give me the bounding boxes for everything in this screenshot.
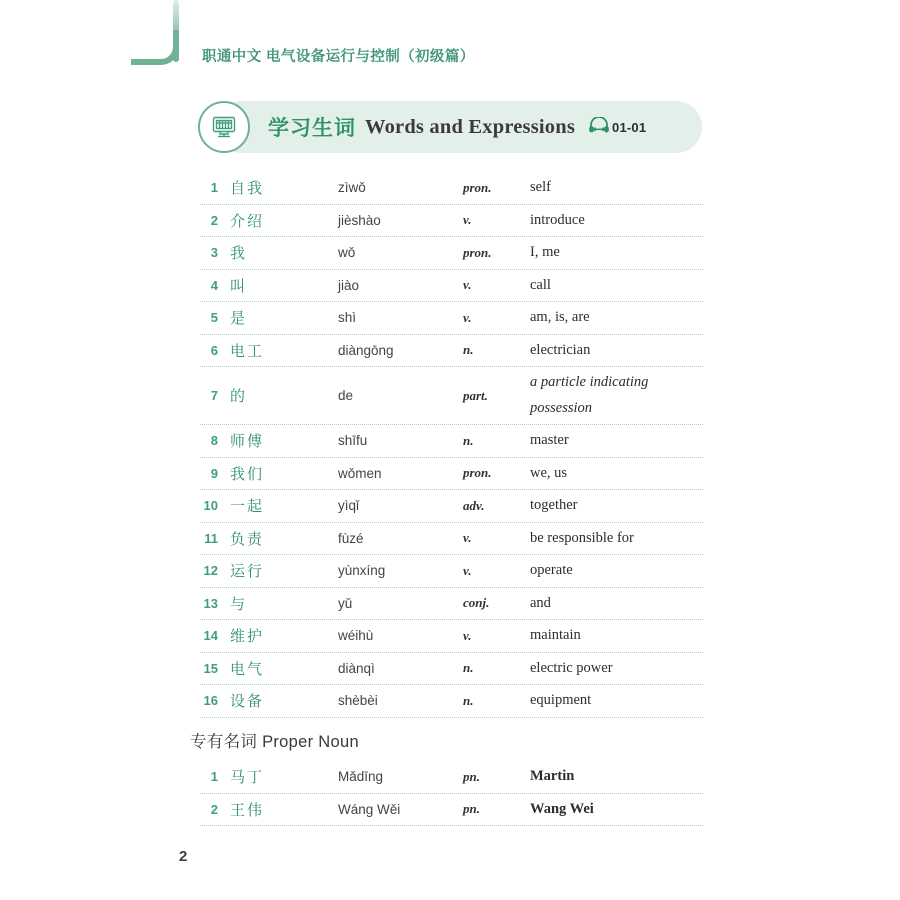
table-row bbox=[200, 302, 703, 335]
entry-chinese: 的 bbox=[230, 388, 248, 405]
entry-chinese: 电气 bbox=[230, 660, 265, 678]
entry-english: we, us bbox=[530, 464, 568, 481]
entry-pinyin: yìqǐ bbox=[338, 498, 360, 514]
entry-pinyin: Mǎdīng bbox=[338, 769, 384, 785]
entry-part-of-speech: conj. bbox=[463, 595, 490, 611]
running-head: 职通中文 电气设备运行与控制（初级篇） bbox=[202, 49, 475, 65]
table-row bbox=[200, 794, 703, 827]
entry-number: 10 bbox=[203, 498, 218, 514]
table-row bbox=[200, 172, 703, 205]
banner-text-group bbox=[268, 101, 646, 153]
entry-chinese: 一起 bbox=[230, 498, 265, 516]
entry-part-of-speech: adv. bbox=[463, 497, 485, 513]
entry-english: and bbox=[530, 594, 551, 611]
entry-english: a particle indicating possession bbox=[530, 374, 649, 416]
entry-part-of-speech: v. bbox=[463, 627, 472, 643]
vocabulary-table bbox=[200, 172, 703, 718]
entry-number: 2 bbox=[210, 212, 218, 228]
entry-part-of-speech: pn. bbox=[463, 768, 480, 784]
entry-chinese: 维护 bbox=[230, 628, 265, 646]
table-row bbox=[200, 367, 703, 425]
entry-pinyin: diànqì bbox=[338, 660, 375, 676]
entry-english: introduce bbox=[530, 211, 585, 228]
entry-chinese: 介绍 bbox=[230, 212, 265, 230]
table-row bbox=[200, 205, 703, 238]
entry-number: 7 bbox=[210, 388, 218, 403]
entry-chinese: 我 bbox=[230, 245, 248, 263]
entry-english: maintain bbox=[530, 627, 581, 644]
entry-pinyin: yùnxíng bbox=[338, 563, 386, 579]
entry-pinyin: wǒmen bbox=[338, 465, 382, 481]
entry-english: operate bbox=[530, 562, 573, 579]
table-row bbox=[200, 761, 703, 794]
entry-number: 14 bbox=[203, 628, 218, 644]
entry-number: 12 bbox=[203, 563, 218, 579]
entry-pinyin: zìwǒ bbox=[338, 180, 366, 196]
table-row bbox=[200, 270, 703, 303]
entry-part-of-speech: v. bbox=[463, 309, 472, 325]
table-row bbox=[200, 523, 703, 556]
proper-noun-table bbox=[200, 761, 703, 826]
entry-part-of-speech: v. bbox=[463, 562, 472, 578]
table-row bbox=[200, 490, 703, 523]
entry-number: 3 bbox=[210, 245, 218, 261]
entry-english: electrician bbox=[530, 341, 591, 358]
entry-pinyin: jiào bbox=[338, 277, 360, 293]
entry-pinyin: wéihù bbox=[338, 628, 374, 644]
entry-number: 2 bbox=[210, 801, 218, 817]
entry-part-of-speech: pron. bbox=[463, 465, 492, 481]
entry-part-of-speech: v. bbox=[463, 212, 472, 228]
entry-pinyin: yǔ bbox=[338, 595, 353, 611]
entry-number: 9 bbox=[210, 465, 218, 481]
entry-english: call bbox=[530, 276, 551, 293]
entry-english: Wang Wei bbox=[530, 800, 594, 817]
entry-part-of-speech: n. bbox=[463, 660, 474, 676]
entry-pinyin: jièshào bbox=[338, 212, 381, 228]
entry-number: 1 bbox=[210, 769, 218, 785]
table-row bbox=[200, 685, 703, 718]
table-row bbox=[200, 425, 703, 458]
entry-chinese: 设备 bbox=[230, 693, 265, 711]
entry-english: am, is, are bbox=[530, 309, 590, 326]
table-row bbox=[200, 555, 703, 588]
entry-chinese: 自我 bbox=[230, 180, 265, 198]
entry-number: 15 bbox=[203, 660, 218, 676]
entry-chinese: 负责 bbox=[230, 530, 265, 548]
entry-part-of-speech: pn. bbox=[463, 801, 480, 817]
entry-english: together bbox=[530, 497, 578, 514]
table-row bbox=[200, 620, 703, 653]
switchboard-panel-icon bbox=[198, 101, 250, 153]
entry-english: Martin bbox=[530, 768, 575, 785]
entry-english: I, me bbox=[530, 244, 560, 261]
audio-track-tag[interactable] bbox=[588, 117, 646, 138]
entry-number: 1 bbox=[210, 180, 218, 196]
entry-chinese: 运行 bbox=[230, 563, 265, 581]
page-number: 2 bbox=[179, 848, 188, 865]
proper-noun-heading: 专有名词 Proper Noun bbox=[190, 733, 359, 751]
table-row bbox=[200, 237, 703, 270]
entry-pinyin: diàngōng bbox=[338, 342, 394, 358]
entry-pinyin: shīfu bbox=[338, 433, 368, 449]
entry-part-of-speech: v. bbox=[463, 277, 472, 293]
entry-number: 13 bbox=[203, 595, 218, 611]
entry-number: 6 bbox=[210, 342, 218, 358]
entry-chinese: 我们 bbox=[230, 465, 265, 483]
entry-number: 4 bbox=[210, 277, 218, 293]
entry-number: 5 bbox=[210, 310, 218, 326]
entry-english: equipment bbox=[530, 692, 592, 709]
table-row bbox=[200, 653, 703, 686]
entry-english: master bbox=[530, 432, 569, 449]
entry-number: 16 bbox=[203, 693, 218, 709]
entry-part-of-speech: v. bbox=[463, 530, 472, 546]
entry-part-of-speech: n. bbox=[463, 432, 474, 448]
entry-number: 11 bbox=[204, 530, 218, 546]
table-row bbox=[200, 335, 703, 368]
entry-chinese: 师傅 bbox=[230, 433, 265, 451]
decorative-corner-hook bbox=[131, 30, 179, 65]
table-row bbox=[200, 588, 703, 621]
entry-part-of-speech: pron. bbox=[463, 244, 492, 260]
entry-english: electric power bbox=[530, 659, 613, 676]
entry-chinese: 王伟 bbox=[230, 801, 265, 819]
entry-chinese: 电工 bbox=[230, 342, 265, 360]
entry-pinyin: shì bbox=[338, 310, 357, 326]
entry-part-of-speech: n. bbox=[463, 692, 474, 708]
entry-pinyin: de bbox=[338, 388, 354, 403]
entry-english: self bbox=[530, 179, 551, 196]
headphones-icon bbox=[588, 117, 610, 138]
entry-part-of-speech: pron. bbox=[463, 179, 492, 195]
entry-pinyin: shèbèi bbox=[338, 693, 378, 709]
entry-pinyin: Wáng Wěi bbox=[338, 801, 401, 817]
entry-number: 8 bbox=[210, 433, 218, 449]
audio-track-code: 01-01 bbox=[612, 119, 647, 135]
entry-chinese: 与 bbox=[230, 595, 248, 613]
banner-title-english: Words and Expressions bbox=[365, 115, 576, 138]
banner-title-chinese: 学习生词 bbox=[268, 117, 356, 140]
entry-pinyin: wǒ bbox=[338, 245, 356, 261]
entry-english: be responsible for bbox=[530, 529, 634, 546]
entry-part-of-speech: part. bbox=[463, 387, 488, 403]
table-row bbox=[200, 458, 703, 491]
entry-pinyin: fùzé bbox=[338, 530, 364, 546]
entry-part-of-speech: n. bbox=[463, 342, 474, 358]
entry-chinese: 马丁 bbox=[230, 769, 265, 787]
entry-chinese: 是 bbox=[230, 310, 248, 328]
entry-chinese: 叫 bbox=[230, 277, 248, 295]
